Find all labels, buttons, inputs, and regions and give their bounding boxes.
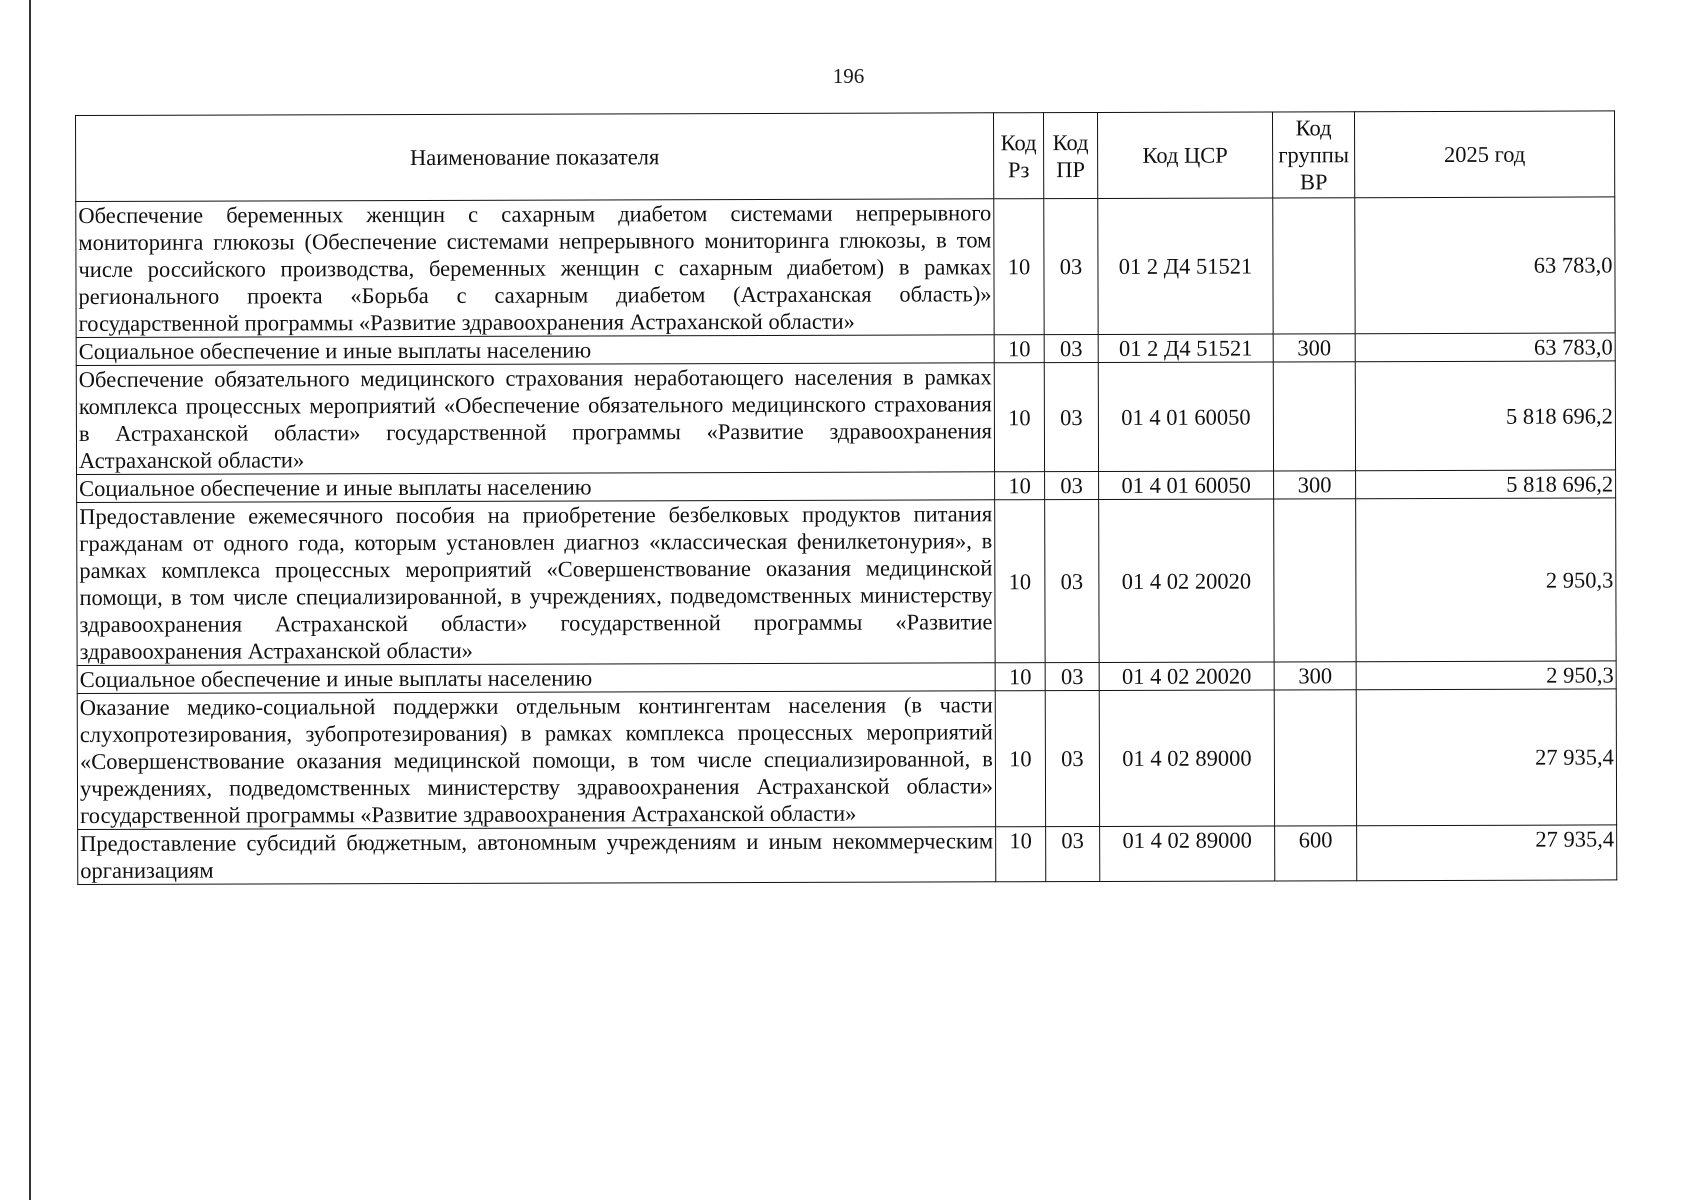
row-name: Обеспечение беременных женщин с сахарным диабетом системами непрерывного мониторинга глюкозы (Обеспечение системами непрерывного мониторинга глюкозы, в том числе российского производства, беременных женщин с сахарным диабетом) в рамках регионального проекта «Борьба с сахарным диабетом (Астраханская область)» государственной программы «Развитие здравоохранения Астраханской области» bbox=[76, 199, 994, 338]
row-name: Предоставление ежемесячного пособия на приобретение безбелковых продуктов питания гражданам от одного года, которым установлен диагноз «классическая фенилкетонурия», в рамках комплекса процессных мероприятий «Совершенствование оказания медицинской помощи, в том числе специализированной, в учреждениях, подведомственных министерству здравоохранения Астраханской области» государственной программы «Развитие здравоохранения Астраханской области» bbox=[77, 500, 995, 666]
row-pr: 03 bbox=[1045, 499, 1099, 662]
header-year: 2025 год bbox=[1354, 111, 1614, 198]
row-rz: 10 bbox=[995, 500, 1045, 663]
row-vr: 600 bbox=[1275, 826, 1357, 881]
table-row bbox=[76, 197, 1615, 338]
row-name: Обеспечение обязательного медицинского страхования неработающего населения в рамках комплекса процессных мероприятий «Обеспечение обязательного медицинского страхования в Астраханской области» государственной программы «Развитие здравоохранения Астраханской области» bbox=[76, 363, 994, 475]
table-row bbox=[76, 333, 1615, 366]
row-amount: 27 935,4 bbox=[1357, 825, 1617, 881]
row-rz: 10 bbox=[994, 335, 1044, 363]
table-header-row bbox=[76, 111, 1615, 202]
row-pr: 03 bbox=[1044, 198, 1098, 334]
row-rz: 10 bbox=[995, 691, 1045, 827]
page-number: 196 bbox=[832, 64, 865, 88]
header-csr: Код ЦСР bbox=[1097, 112, 1272, 199]
row-amount: 2 950,3 bbox=[1356, 661, 1616, 690]
header-rz: Код Рз bbox=[993, 113, 1043, 199]
row-csr: 01 2 Д4 51521 bbox=[1098, 198, 1273, 335]
row-rz: 10 bbox=[996, 827, 1046, 882]
row-pr: 03 bbox=[1046, 826, 1100, 881]
row-csr: 01 2 Д4 51521 bbox=[1098, 334, 1273, 363]
row-csr: 01 4 02 89000 bbox=[1100, 826, 1275, 882]
row-vr bbox=[1274, 499, 1356, 662]
row-csr: 01 4 02 20020 bbox=[1099, 662, 1274, 691]
row-csr: 01 4 01 60050 bbox=[1099, 471, 1274, 500]
table-row bbox=[77, 689, 1616, 830]
table-row bbox=[77, 498, 1616, 666]
row-pr: 03 bbox=[1045, 662, 1099, 690]
table-row bbox=[76, 361, 1615, 475]
row-pr: 03 bbox=[1045, 690, 1099, 826]
row-name: Социальное обеспечение и иные выплаты населению bbox=[77, 663, 995, 694]
page-binding-line bbox=[29, 0, 31, 1200]
row-amount: 27 935,4 bbox=[1356, 689, 1616, 826]
table-row bbox=[78, 825, 1617, 885]
row-vr: 300 bbox=[1274, 471, 1356, 499]
row-vr: 300 bbox=[1274, 662, 1356, 690]
table-row bbox=[77, 470, 1616, 503]
row-rz: 10 bbox=[994, 199, 1044, 335]
row-vr bbox=[1273, 198, 1355, 334]
row-name: Социальное обеспечение и иные выплаты населению bbox=[76, 335, 994, 366]
row-vr bbox=[1273, 362, 1355, 471]
row-rz: 10 bbox=[995, 472, 1045, 500]
row-amount: 5 818 696,2 bbox=[1356, 470, 1616, 499]
row-pr: 03 bbox=[1045, 471, 1099, 499]
row-amount: 63 783,0 bbox=[1355, 333, 1615, 362]
header-pr: Код ПР bbox=[1043, 112, 1097, 198]
row-amount: 63 783,0 bbox=[1355, 197, 1615, 334]
row-pr: 03 bbox=[1044, 334, 1098, 362]
budget-table bbox=[75, 110, 1617, 885]
row-csr: 01 4 02 89000 bbox=[1099, 690, 1274, 827]
row-amount: 2 950,3 bbox=[1356, 498, 1616, 662]
header-name: Наименование показателя bbox=[76, 113, 994, 202]
row-rz: 10 bbox=[995, 663, 1045, 691]
row-amount: 5 818 696,2 bbox=[1355, 361, 1615, 471]
row-name: Оказание медико-социальной поддержки отдельным контингентам населения (в части слухопротезирования, зубопротезирования) в рамках комплекса процессных мероприятий «Совершенствование оказания медицинской помощи, в том числе специализированной, в учреждениях, подведомственных министерству здравоохранения Астраханской области» государственной программы «Развитие здравоохранения Астраханской области» bbox=[77, 691, 995, 830]
row-rz: 10 bbox=[994, 363, 1044, 472]
row-name: Предоставление субсидий бюджетным, автономным учреждениям и иным некоммерческим организациям bbox=[78, 827, 996, 885]
row-csr: 01 4 01 60050 bbox=[1098, 362, 1273, 472]
row-vr bbox=[1274, 690, 1356, 826]
table-row bbox=[77, 661, 1616, 694]
row-vr: 300 bbox=[1273, 334, 1355, 362]
row-csr: 01 4 02 20020 bbox=[1099, 499, 1274, 663]
row-pr: 03 bbox=[1044, 362, 1098, 471]
header-vr: Код группы ВР bbox=[1272, 112, 1354, 198]
row-name: Социальное обеспечение и иные выплаты населению bbox=[77, 472, 995, 503]
